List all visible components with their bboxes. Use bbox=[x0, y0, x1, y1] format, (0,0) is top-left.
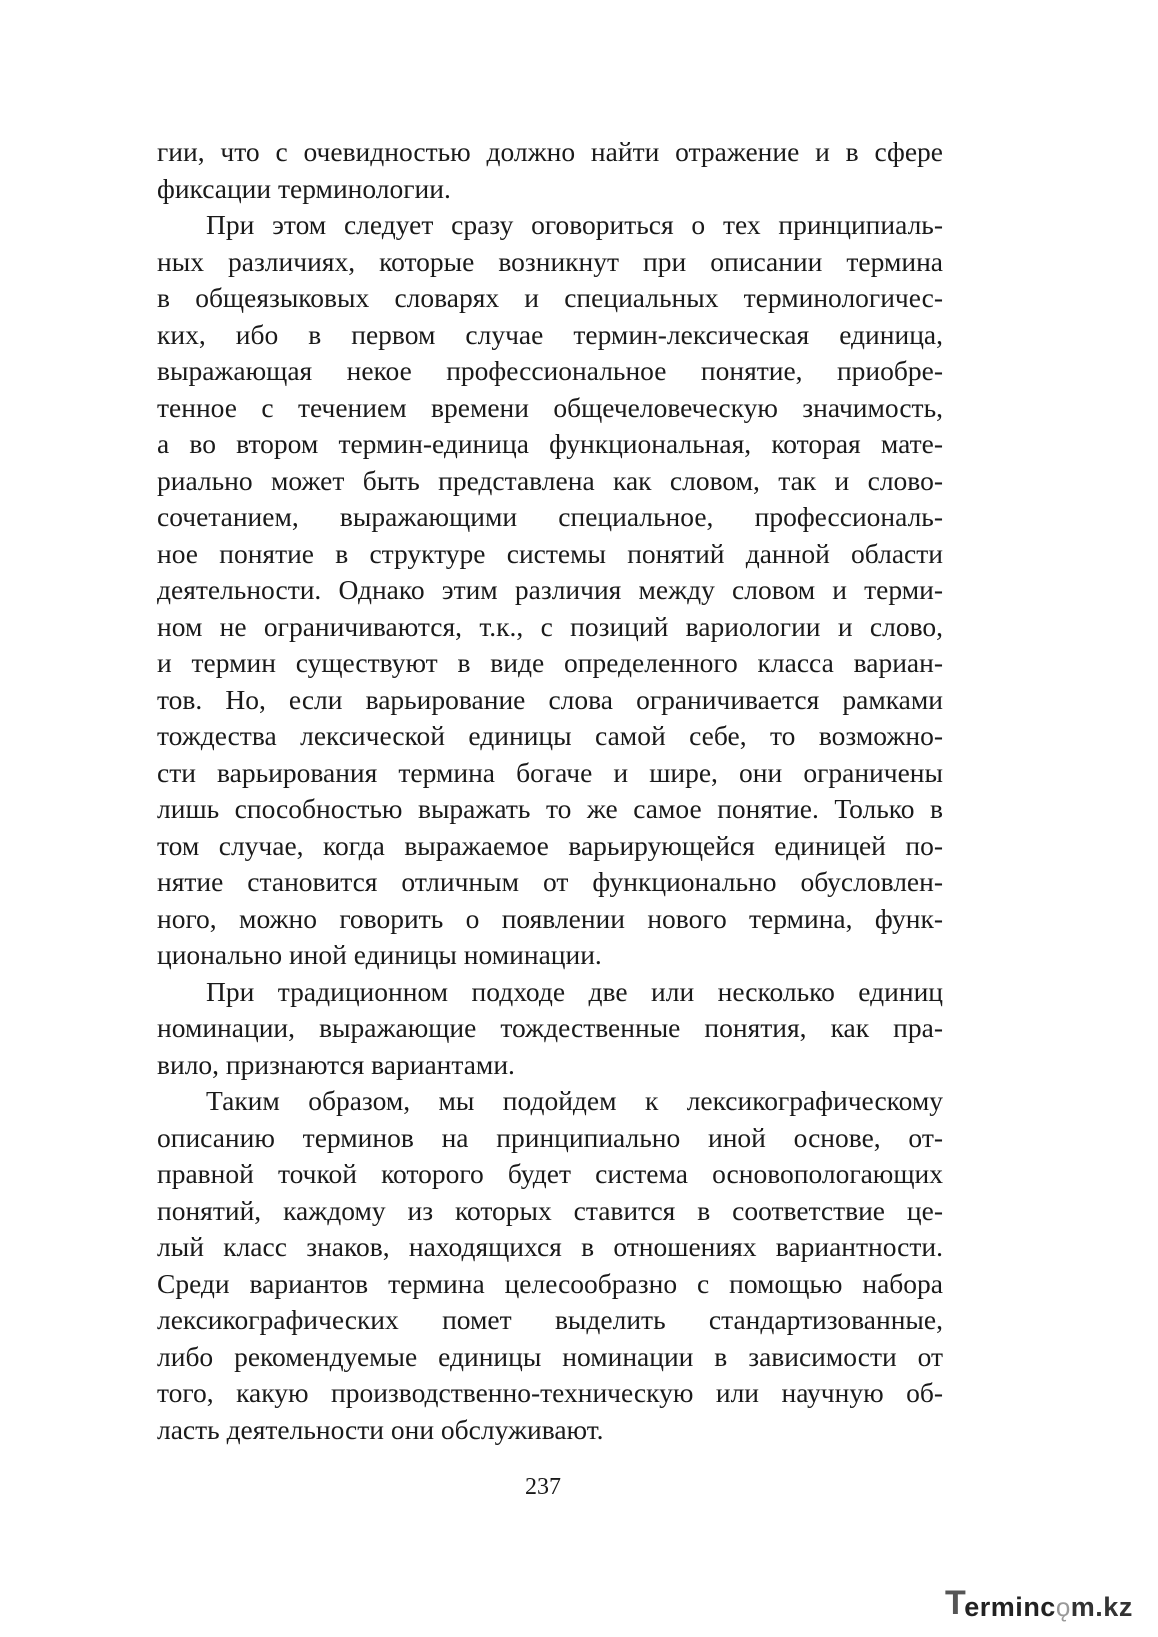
text-line: гии, что с очевидностью должно найти отражение и в сфере bbox=[157, 136, 943, 167]
termincom-logo bbox=[945, 1583, 1133, 1623]
text-line: При традиционном подходе две или несколько единиц bbox=[206, 975, 943, 1007]
text-line: вило, признаются вариантами. bbox=[157, 1048, 515, 1080]
text-line: ном не ограничиваются, т.к., с позиций вариологии и слово, bbox=[157, 610, 943, 642]
text-line: выражающая некое профессиональное понятие, приобре- bbox=[157, 355, 943, 386]
text-line: а во втором термин-единица функциональная, которая мате- bbox=[157, 428, 943, 459]
text-line: нятие становится отличным от функционально обусловлен- bbox=[157, 866, 943, 897]
page-body-text bbox=[157, 134, 943, 1448]
text-line: ных различиях, которые возникнут при описании термина bbox=[157, 245, 943, 277]
text-line: фиксации терминологии. bbox=[157, 172, 451, 204]
text-line: правной точкой которого будет система основопологающих bbox=[157, 1158, 943, 1189]
text-line: лексикографических помет выделить стандартизованные, bbox=[157, 1304, 943, 1335]
text-line: описанию терминов на принципиально иной основе, от- bbox=[157, 1121, 943, 1153]
text-line: Среди вариантов термина целесообразно с помощью набора bbox=[157, 1267, 943, 1299]
text-line: При этом следует сразу оговориться о тех принципиаль- bbox=[206, 209, 943, 240]
text-line: ласть деятельности они обслуживают. bbox=[157, 1413, 604, 1445]
text-line: номинации, выражающие тождественные понятия, как пра- bbox=[157, 1012, 943, 1043]
magnifier-icon: ǫ bbox=[1055, 1592, 1071, 1622]
logo-text-part2: m.kz bbox=[1070, 1592, 1133, 1622]
text-line: и термин существуют в виде определенного класса вариан- bbox=[157, 647, 943, 678]
text-line: тов. Но, если варьирование слова ограничивается рамками bbox=[157, 683, 943, 715]
text-line: сочетанием, выражающими специальное, профессиональ- bbox=[157, 501, 943, 532]
text-line: лый класс знаков, находящихся в отношениях вариантности. bbox=[157, 1231, 943, 1262]
page-number: 237 bbox=[525, 1474, 561, 1500]
text-line: тождества лексической единицы самой себе, то возможно- bbox=[157, 720, 943, 751]
text-line: Таким образом, мы подойдем к лексикографическому bbox=[206, 1085, 943, 1116]
text-line: том случае, когда выражаемое варьирующейся единицей по- bbox=[157, 829, 943, 861]
text-line: понятий, каждому из которых ставится в соответствие це- bbox=[157, 1194, 943, 1226]
text-line: в общеязыковых словарях и специальных терминологичес- bbox=[157, 282, 943, 313]
text-line: ного, можно говорить о появлении нового термина, функ- bbox=[157, 902, 943, 934]
text-line: либо рекомендуемые единицы номинации в зависимости от bbox=[157, 1340, 943, 1372]
text-line: ких, ибо в первом случае термин-лексическая единица, bbox=[157, 318, 943, 350]
text-line: риально может быть представлена как словом, так и слово- bbox=[157, 464, 943, 496]
logo-letter-t: T bbox=[945, 1584, 967, 1622]
text-line: того, какую производственно-техническую или научную об- bbox=[157, 1377, 943, 1408]
text-line: лишь способностью выражать то же самое понятие. Только в bbox=[157, 793, 943, 824]
text-line: деятельности. Однако этим различия между словом и терми- bbox=[157, 574, 943, 605]
text-line: ционально иной единицы номинации. bbox=[157, 939, 602, 970]
logo-text-part1: erminc bbox=[964, 1592, 1056, 1622]
text-line: ное понятие в структуре системы понятий данной области bbox=[157, 537, 943, 569]
text-line: тенное с течением времени общечеловеческую значимость, bbox=[157, 391, 943, 423]
text-line: сти варьирования термина богаче и шире, они ограничены bbox=[157, 756, 943, 788]
